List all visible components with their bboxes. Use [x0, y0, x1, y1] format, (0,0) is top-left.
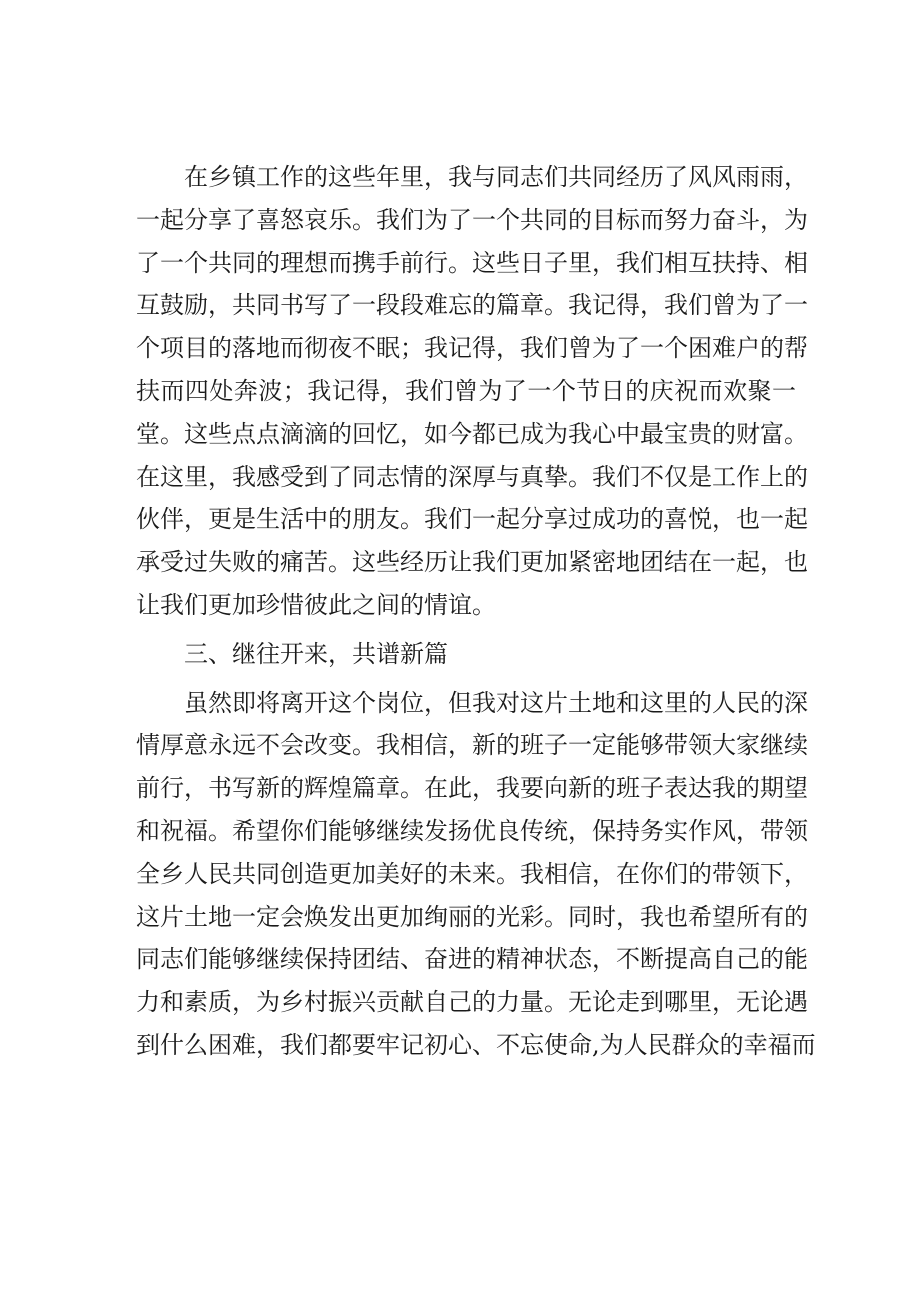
document-body	[136, 156, 816, 1067]
paragraph-line: 扶而四处奔波；我记得，我们曾为了一个节日的庆祝而欢聚一	[136, 376, 796, 405]
paragraph-line: 在这里，我感受到了同志情的深厚与真挚。我们不仅是工作上的	[136, 462, 808, 491]
paragraph-line: 到什么困难，我们都要牢记初心、不忘使命,为人民群众的幸福而	[136, 1030, 816, 1059]
paragraph-line: 了一个共同的理想而携手前行。这些日子里，我们相互扶持、相	[136, 248, 808, 277]
paragraph-line: 伙伴，更是生活中的朋友。我们一起分享过成功的喜悦，也一起	[136, 505, 808, 534]
paragraph-line: 力和素质，为乡村振兴贡献自己的力量。无论走到哪里，无论遇	[136, 988, 808, 1017]
paragraph-line: 这片土地一定会焕发出更加绚丽的光彩。同时，我也希望所有的	[136, 902, 808, 931]
paragraph-line: 全乡人民共同创造更加美好的未来。我相信，在你们的带领下，	[136, 859, 808, 888]
paragraph-1	[136, 156, 808, 627]
paragraph-line: 让我们更加珍惜彼此之间的情谊。	[136, 590, 496, 619]
paragraph-line: 承受过失败的痛苦。这些经历让我们更加紧密地团结在一起，也	[136, 548, 808, 577]
paragraph-line: 个项目的落地而彻夜不眠；我记得，我们曾为了一个困难户的帮	[136, 334, 808, 363]
paragraph-line: 同志们能够继续保持团结、奋进的精神状态，不断提高自己的能	[136, 945, 808, 974]
section-heading: 三、继往开来，共谱新篇	[184, 639, 448, 668]
paragraph-line: 互鼓励，共同书写了一段段难忘的篇章。我记得，我们曾为了一	[136, 291, 808, 320]
paragraph-line: 情厚意永远不会改变。我相信，新的班子一定能够带领大家继续	[136, 731, 808, 760]
paragraph-line: 一起分享了喜怒哀乐。我们为了一个共同的目标而努力奋斗，为	[136, 205, 808, 234]
paragraph-line: 在乡镇工作的这些年里，我与同志们共同经历了风风雨雨，	[184, 163, 808, 191]
paragraph-line: 前行，书写新的辉煌篇章。在此，我要向新的班子表达我的期望	[136, 774, 808, 803]
paragraph-line: 虽然即将离开这个岗位，但我对这片土地和这里的人民的深	[184, 688, 808, 717]
paragraph-line: 堂。这些点点滴滴的回忆，如今都已成为我心中最宝贵的财富。	[136, 419, 808, 448]
paragraph-line: 和祝福。希望你们能够继续发扬优良传统，保持务实作风，带领	[136, 816, 808, 845]
paragraph-2	[136, 682, 816, 1067]
